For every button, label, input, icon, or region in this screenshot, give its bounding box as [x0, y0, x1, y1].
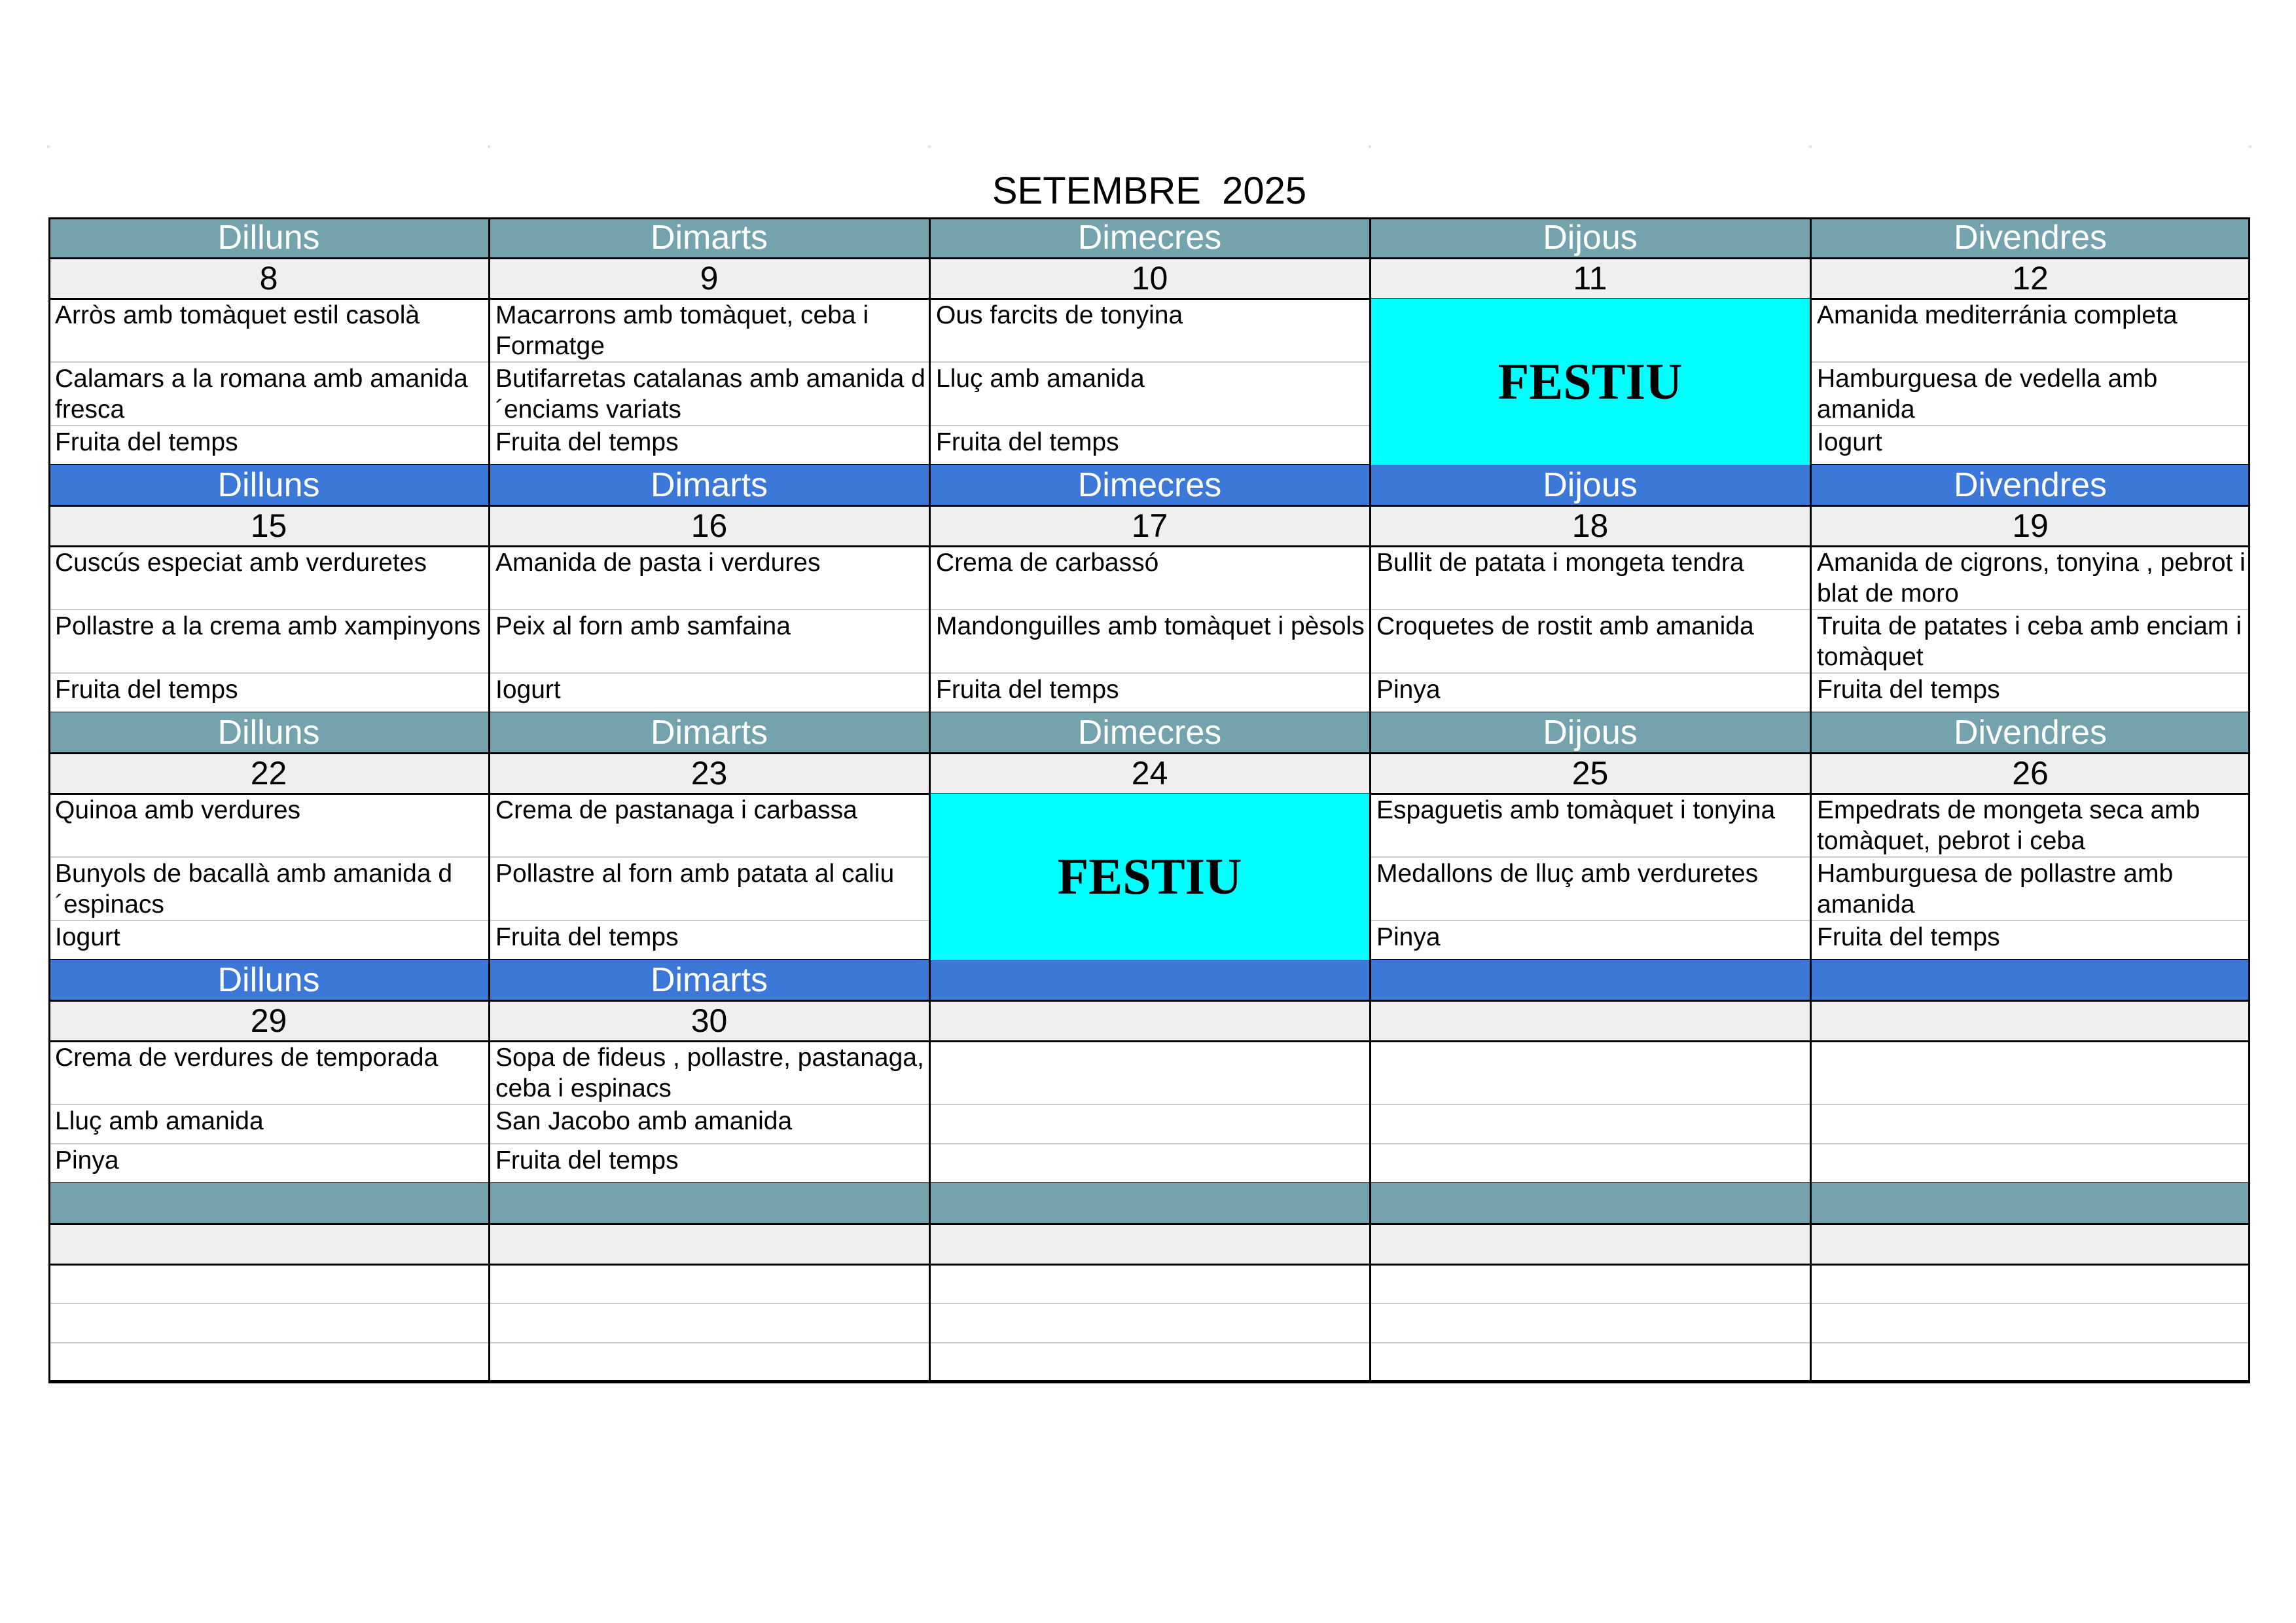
- second-course-cell: [929, 1304, 1370, 1343]
- row-divider: [48, 1040, 2250, 1042]
- row-divider: [48, 1342, 2250, 1343]
- second-course-cell: Bunyols de bacallà amb amanida d´espinacs: [48, 857, 489, 921]
- first-course-cell: [1810, 1041, 2250, 1104]
- first-course-cell: Crema de verdures de temporada: [48, 1041, 489, 1104]
- second-course-cell: Truita de patates i ceba amb enciam i tomàquet: [1810, 610, 2250, 673]
- day-number: 8: [48, 258, 489, 299]
- week-divider: [48, 1381, 2250, 1383]
- day-number: 18: [1370, 505, 1810, 546]
- day-name-header: Dimecres: [929, 217, 1370, 258]
- second-course-cell: San Jacobo amb amanida: [489, 1104, 929, 1144]
- second-course-cell: Lluç amb amanida: [48, 1104, 489, 1144]
- column-divider: [929, 217, 931, 1382]
- day-name-header: Dilluns: [48, 217, 489, 258]
- day-number: [929, 1000, 1370, 1041]
- dessert-cell: [489, 1343, 929, 1382]
- dessert-cell: [48, 1343, 489, 1382]
- day-number: 12: [1810, 258, 2250, 299]
- row-divider: [48, 609, 2250, 610]
- second-course-cell: [1810, 1304, 2250, 1343]
- day-number: [489, 1224, 929, 1264]
- row-divider: [48, 505, 2250, 507]
- second-course-cell: Hamburguesa de vedella amb amanida: [1810, 362, 2250, 426]
- day-number: [1810, 1224, 2250, 1264]
- dessert-cell: [1370, 1144, 1810, 1183]
- first-course-cell: Crema de pastanaga i carbassa: [489, 793, 929, 857]
- second-course-cell: Croquetes de rostit amb amanida: [1370, 610, 1810, 673]
- second-course-cell: Calamars a la romana amb amanida fresca: [48, 362, 489, 426]
- dessert-cell: Fruita del temps: [489, 426, 929, 465]
- dessert-cell: Fruita del temps: [489, 1144, 929, 1183]
- row-divider: [48, 1264, 2250, 1266]
- day-name-header: [929, 960, 1370, 1000]
- print-area-dot: [1369, 145, 1371, 148]
- dessert-cell: Fruita del temps: [48, 673, 489, 712]
- first-course-cell: [489, 1264, 929, 1304]
- second-course-cell: [1810, 1104, 2250, 1144]
- day-name-header: [48, 1183, 489, 1224]
- first-course-cell: Crema de carbassó: [929, 546, 1370, 610]
- day-number: 11: [1370, 258, 1810, 299]
- row-divider: [48, 1303, 2250, 1304]
- second-course-cell: Butifarretas catalanas amb amanida d´enciams variats: [489, 362, 929, 426]
- first-course-cell: [929, 1264, 1370, 1304]
- first-course-cell: Sopa de fideus , pollastre, pastanaga, ceba i espinacs: [489, 1041, 929, 1104]
- dessert-cell: Iogurt: [1810, 426, 2250, 465]
- day-name-header: Dijous: [1370, 217, 1810, 258]
- day-name-header: [1370, 1183, 1810, 1224]
- dessert-cell: Pinya: [1370, 921, 1810, 960]
- print-area-dot: [1809, 145, 1812, 148]
- holiday-cell: FESTIU: [1370, 299, 1810, 465]
- day-name-header: [1810, 960, 2250, 1000]
- calendar-title: SETEMBRE 2025: [992, 170, 1307, 212]
- second-course-cell: Hamburguesa de pollastre amb amanida: [1810, 857, 2250, 921]
- day-number: [1370, 1000, 1810, 1041]
- row-divider: [48, 1000, 2250, 1002]
- dessert-cell: Fruita del temps: [1810, 921, 2250, 960]
- day-name-header: [1370, 960, 1810, 1000]
- day-number: 17: [929, 505, 1370, 546]
- first-course-cell: Cuscús especiat amb verduretes: [48, 546, 489, 610]
- dessert-cell: [929, 1343, 1370, 1382]
- day-number: 29: [48, 1000, 489, 1041]
- menu-calendar-grid: [48, 217, 2250, 1382]
- dessert-cell: Fruita del temps: [929, 426, 1370, 465]
- day-number: 15: [48, 505, 489, 546]
- first-course-cell: Bullit de patata i mongeta tendra: [1370, 546, 1810, 610]
- first-course-cell: [48, 1264, 489, 1304]
- dessert-cell: Iogurt: [48, 921, 489, 960]
- day-name-header: Dimecres: [929, 465, 1370, 505]
- day-name-header: [1810, 1183, 2250, 1224]
- day-name-header: Dilluns: [48, 960, 489, 1000]
- holiday-cell: FESTIU: [929, 793, 1370, 960]
- first-course-cell: Arròs amb tomàquet estil casolà: [48, 299, 489, 362]
- second-course-cell: [489, 1304, 929, 1343]
- day-number: 26: [1810, 753, 2250, 793]
- day-name-header: Dimecres: [929, 712, 1370, 753]
- first-course-cell: Ous farcits de tonyina: [929, 299, 1370, 362]
- row-divider: [48, 1143, 2250, 1144]
- first-course-cell: Macarrons amb tomàquet, ceba i Formatge: [489, 299, 929, 362]
- day-number: 19: [1810, 505, 2250, 546]
- dessert-cell: Fruita del temps: [929, 673, 1370, 712]
- second-course-cell: Mandonguilles amb tomàquet i pèsols: [929, 610, 1370, 673]
- day-number: 9: [489, 258, 929, 299]
- day-number: 16: [489, 505, 929, 546]
- day-number: 23: [489, 753, 929, 793]
- day-number: [1810, 1000, 2250, 1041]
- first-course-cell: Amanida de cigrons, tonyina , pebrot i blat de moro: [1810, 546, 2250, 610]
- row-divider: [48, 752, 2250, 754]
- first-course-cell: [1370, 1264, 1810, 1304]
- first-course-cell: Amanida mediterránia completa: [1810, 299, 2250, 362]
- day-number: 25: [1370, 753, 1810, 793]
- dessert-cell: Pinya: [48, 1144, 489, 1183]
- dessert-cell: [929, 1144, 1370, 1183]
- column-divider: [488, 217, 490, 1382]
- day-name-header: [489, 1183, 929, 1224]
- first-course-cell: [929, 1041, 1370, 1104]
- day-number: 30: [489, 1000, 929, 1041]
- day-number: 24: [929, 753, 1370, 793]
- day-number: [1370, 1224, 1810, 1264]
- day-name-header: [929, 1183, 1370, 1224]
- dessert-cell: [1370, 1343, 1810, 1382]
- row-divider: [48, 361, 2250, 363]
- row-divider: [48, 1223, 2250, 1225]
- first-course-cell: [1370, 1041, 1810, 1104]
- day-name-header: Divendres: [1810, 465, 2250, 505]
- second-course-cell: Medallons de lluç amb verduretes: [1370, 857, 1810, 921]
- day-name-header: Dijous: [1370, 712, 1810, 753]
- day-name-header: Dilluns: [48, 712, 489, 753]
- day-name-header: Dimarts: [489, 960, 929, 1000]
- column-divider: [1369, 217, 1371, 1382]
- second-course-cell: [1370, 1104, 1810, 1144]
- print-area-dot: [488, 145, 490, 148]
- second-course-cell: [48, 1304, 489, 1343]
- print-area-dot: [47, 145, 50, 148]
- day-name-header: Dijous: [1370, 465, 1810, 505]
- row-divider: [48, 672, 2250, 674]
- day-number: 22: [48, 753, 489, 793]
- second-course-cell: Peix al forn amb samfaina: [489, 610, 929, 673]
- second-course-cell: [1370, 1304, 1810, 1343]
- first-course-cell: Empedrats de mongeta seca amb tomàquet, pebrot i ceba: [1810, 793, 2250, 857]
- day-number: [929, 1224, 1370, 1264]
- second-course-cell: [929, 1104, 1370, 1144]
- dessert-cell: Iogurt: [489, 673, 929, 712]
- day-name-header: Divendres: [1810, 217, 2250, 258]
- day-name-header: Dimarts: [489, 217, 929, 258]
- first-course-cell: Espaguetis amb tomàquet i tonyina: [1370, 793, 1810, 857]
- dessert-cell: Pinya: [1370, 673, 1810, 712]
- first-course-cell: [1810, 1264, 2250, 1304]
- first-course-cell: Quinoa amb verdures: [48, 793, 489, 857]
- first-course-cell: Amanida de pasta i verdures: [489, 546, 929, 610]
- print-area-dot: [928, 145, 931, 148]
- second-course-cell: Pollastre a la crema amb xampinyons: [48, 610, 489, 673]
- dessert-cell: Fruita del temps: [48, 426, 489, 465]
- dessert-cell: Fruita del temps: [489, 921, 929, 960]
- second-course-cell: Lluç amb amanida: [929, 362, 1370, 426]
- day-name-header: Dilluns: [48, 465, 489, 505]
- day-name-header: Dimarts: [489, 712, 929, 753]
- row-divider: [48, 257, 2250, 259]
- day-number: [48, 1224, 489, 1264]
- column-divider: [1810, 217, 1812, 1382]
- row-divider: [48, 298, 2250, 300]
- day-number: 10: [929, 258, 1370, 299]
- dessert-cell: Fruita del temps: [1810, 673, 2250, 712]
- row-divider: [48, 545, 2250, 547]
- row-divider: [48, 1104, 2250, 1105]
- print-area-dot: [2249, 145, 2251, 148]
- dessert-cell: [1810, 1343, 2250, 1382]
- dessert-cell: [1810, 1144, 2250, 1183]
- day-name-header: Dimarts: [489, 465, 929, 505]
- second-course-cell: Pollastre al forn amb patata al caliu: [489, 857, 929, 921]
- day-name-header: Divendres: [1810, 712, 2250, 753]
- row-divider: [48, 425, 2250, 426]
